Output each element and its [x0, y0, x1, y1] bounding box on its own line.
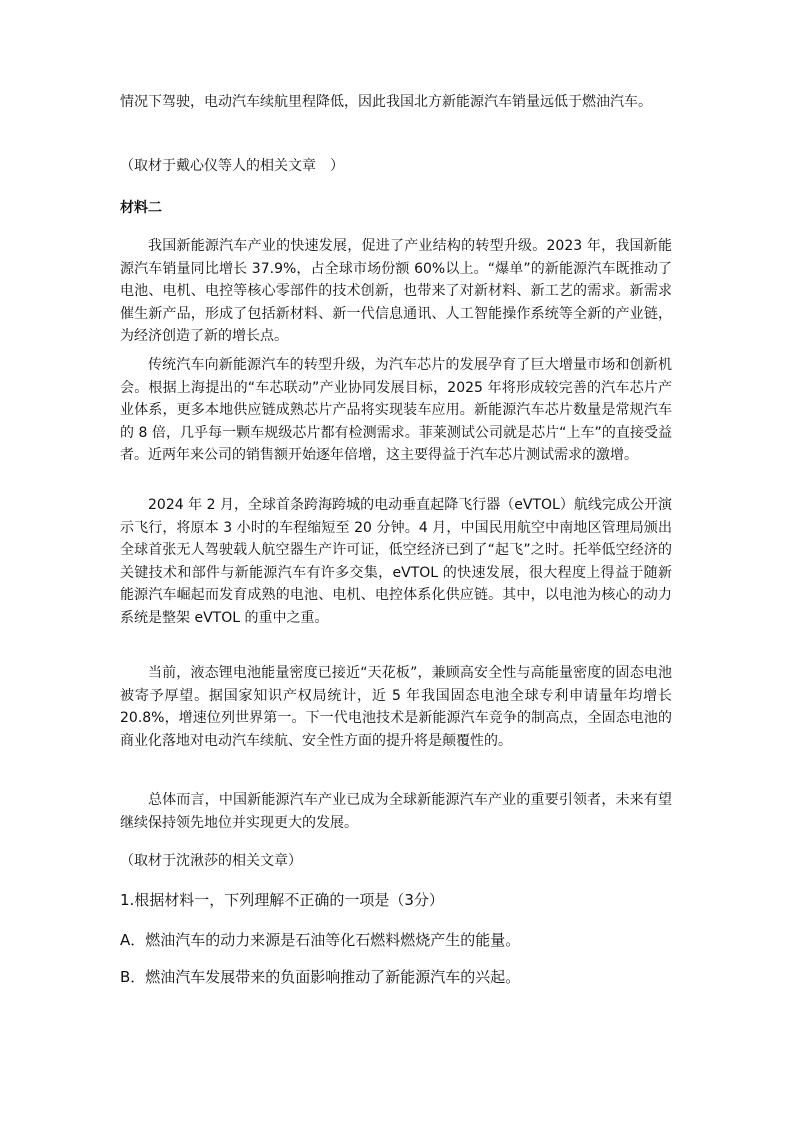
source-note-2: （取材于沈湫莎的相关文章）	[120, 853, 302, 869]
question-stem: 1.根据材料一，下列理解不正确的一项是（3分）	[120, 891, 444, 909]
option-b: B．燃油汽车发展带来的负面影响推动了新能源汽车的兴起。	[120, 968, 521, 986]
option-a: A．燃油汽车的动力来源是石油等化石燃料燃烧产生的能量。	[120, 931, 521, 949]
paragraph-2: 传统汽车向新能源汽车的转型升级，为汽车芯片的发展孕育了巨大增量市场和创新机会。根据上海提出的“车芯联动”产业协同发展目标，2025 年将形成较完善的汽车芯片产业体系，更多本地供应链成熟芯片产品将实现装车应用。新能源汽车芯片数量是常规汽车的 8 倍，几乎每一颗车规级芯片都有检测需求。菲莱测试公司就是芯片“上车”的直接受益者。近两年来公司的销售额开始逐年倍增，这主要得益于汽车芯片测试需求的激增。	[120, 357, 672, 463]
paragraph-5: 总体而言，中国新能源汽车产业已成为全球新能源汽车产业的重要引领者，未来有望继续保持领先地位并实现更大的发展。	[120, 792, 672, 831]
source-note-1: （取材于戴心仪等人的相关文章 ）	[120, 158, 344, 174]
material1-tail: 情况下驾驶，电动汽车续航里程降低，因此我国北方新能源汽车销量远低于燃油汽车。	[120, 94, 652, 110]
paragraph-3: 2024 年 2 月，全球首条跨海跨城的电动垂直起降飞行器（eVTOL）航线完成公开演示飞行，将原本 3 小时的车程缩短至 20 分钟。4 月，中国民用航空中南地区管理局颁出全球首张无人驾驶载人航空器生产许可证，低空经济已到了“起飞”之时。托举低空经济的关键技术和部件与新能源汽车有许多交集，eVTOL 的快速发展，很大程度上得益于随新能源汽车崛起而发育成熟的电池、电机、电控体系化供应链。其中，以电池为核心的动力系统是整架 eVTOL 的重中之重。	[120, 497, 672, 626]
paragraph-1: 我国新能源汽车产业的快速发展，促进了产业结构的转型升级。2023 年，我国新能源汽车销量同比增长 37.9%，占全球市场份额 60%以上。“爆单”的新能源汽车既推动了电池、电机、电控等核心零部件的技术创新，也带来了对新材料、新工艺的需求。新需求催生新产品，形成了包括新材料、新一代信息通讯、人工智能操作系统等全新的产业链，为经济创造了新的增长点。	[120, 238, 672, 344]
material2-heading: 材料二	[120, 200, 162, 216]
paragraph-4: 当前，液态锂电池能量密度已接近“天花板”，兼顾高安全性与高能量密度的固态电池被寄予厚望。据国家知识产权局统计，近 5 年我国固态电池全球专利申请量年均增长 20.8%，增速位列世界第一。下一代电池技术是新能源汽车竞争的制高点，全固态电池的商业化落地对电动汽车续航、安全性方面的提升将是颠覆性的。	[120, 665, 672, 749]
